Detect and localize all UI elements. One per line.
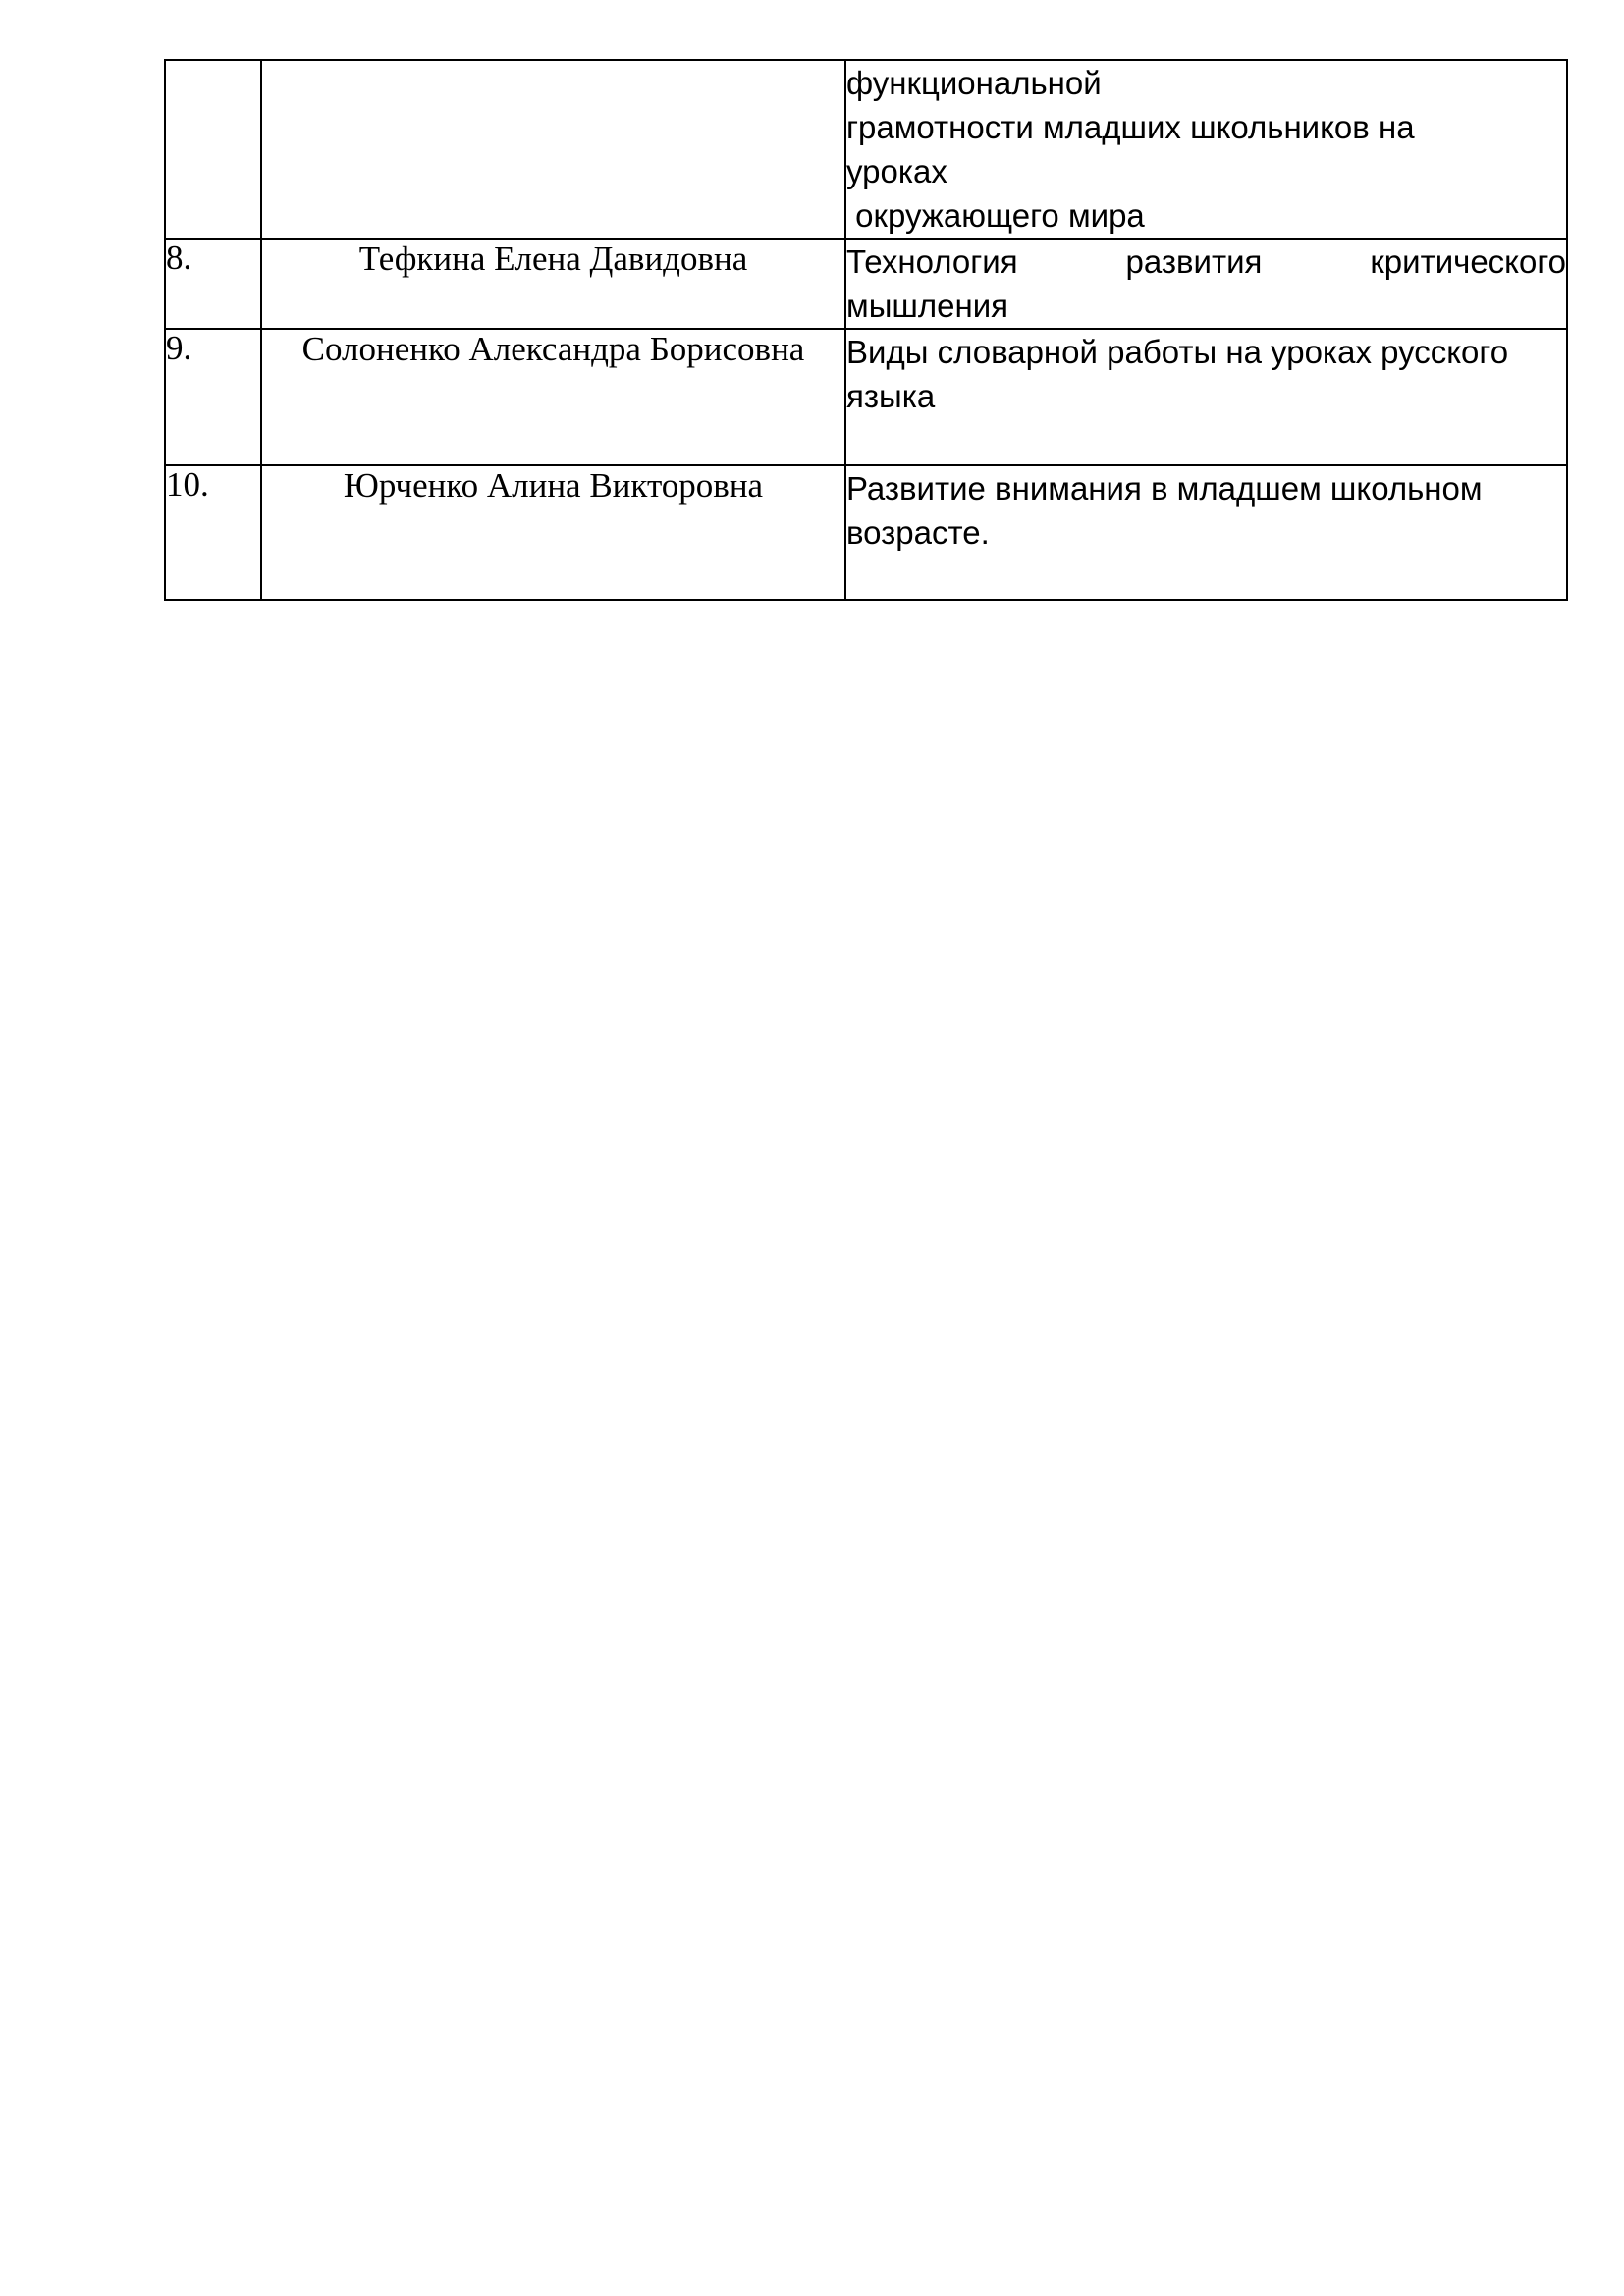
row-number-cell: 9. <box>165 329 261 465</box>
row-number-cell: 8. <box>165 239 261 329</box>
topic-line: окружающего мира <box>846 197 1145 234</box>
topic-line: функциональной <box>846 65 1102 101</box>
table-row <box>165 239 1567 329</box>
topic-line: мышления <box>846 288 1009 324</box>
table-row <box>165 329 1567 465</box>
row-number-cell: 10. <box>165 465 261 600</box>
teacher-name-cell: Солоненко Александра Борисовна <box>261 329 845 465</box>
topic-line: уроках <box>846 153 947 189</box>
topic-line: Технология развития критического <box>846 243 1566 280</box>
teacher-name-cell: Тефкина Елена Давидовна <box>261 239 845 329</box>
topic-cell <box>845 239 1567 329</box>
teacher-name-cell <box>261 60 845 239</box>
topic-cell: Развитие внимания в младшем школьном возрасте. <box>845 465 1567 600</box>
table-row <box>165 60 1567 239</box>
topic-cell: Виды словарной работы на уроках русского языка <box>845 329 1567 465</box>
table-row <box>165 465 1567 600</box>
participants-table <box>164 59 1568 601</box>
row-number-cell <box>165 60 261 239</box>
topic-line: грамотности младших школьников на <box>846 109 1415 145</box>
teacher-name-cell: Юрченко Алина Викторовна <box>261 465 845 600</box>
topic-cell <box>845 60 1567 239</box>
